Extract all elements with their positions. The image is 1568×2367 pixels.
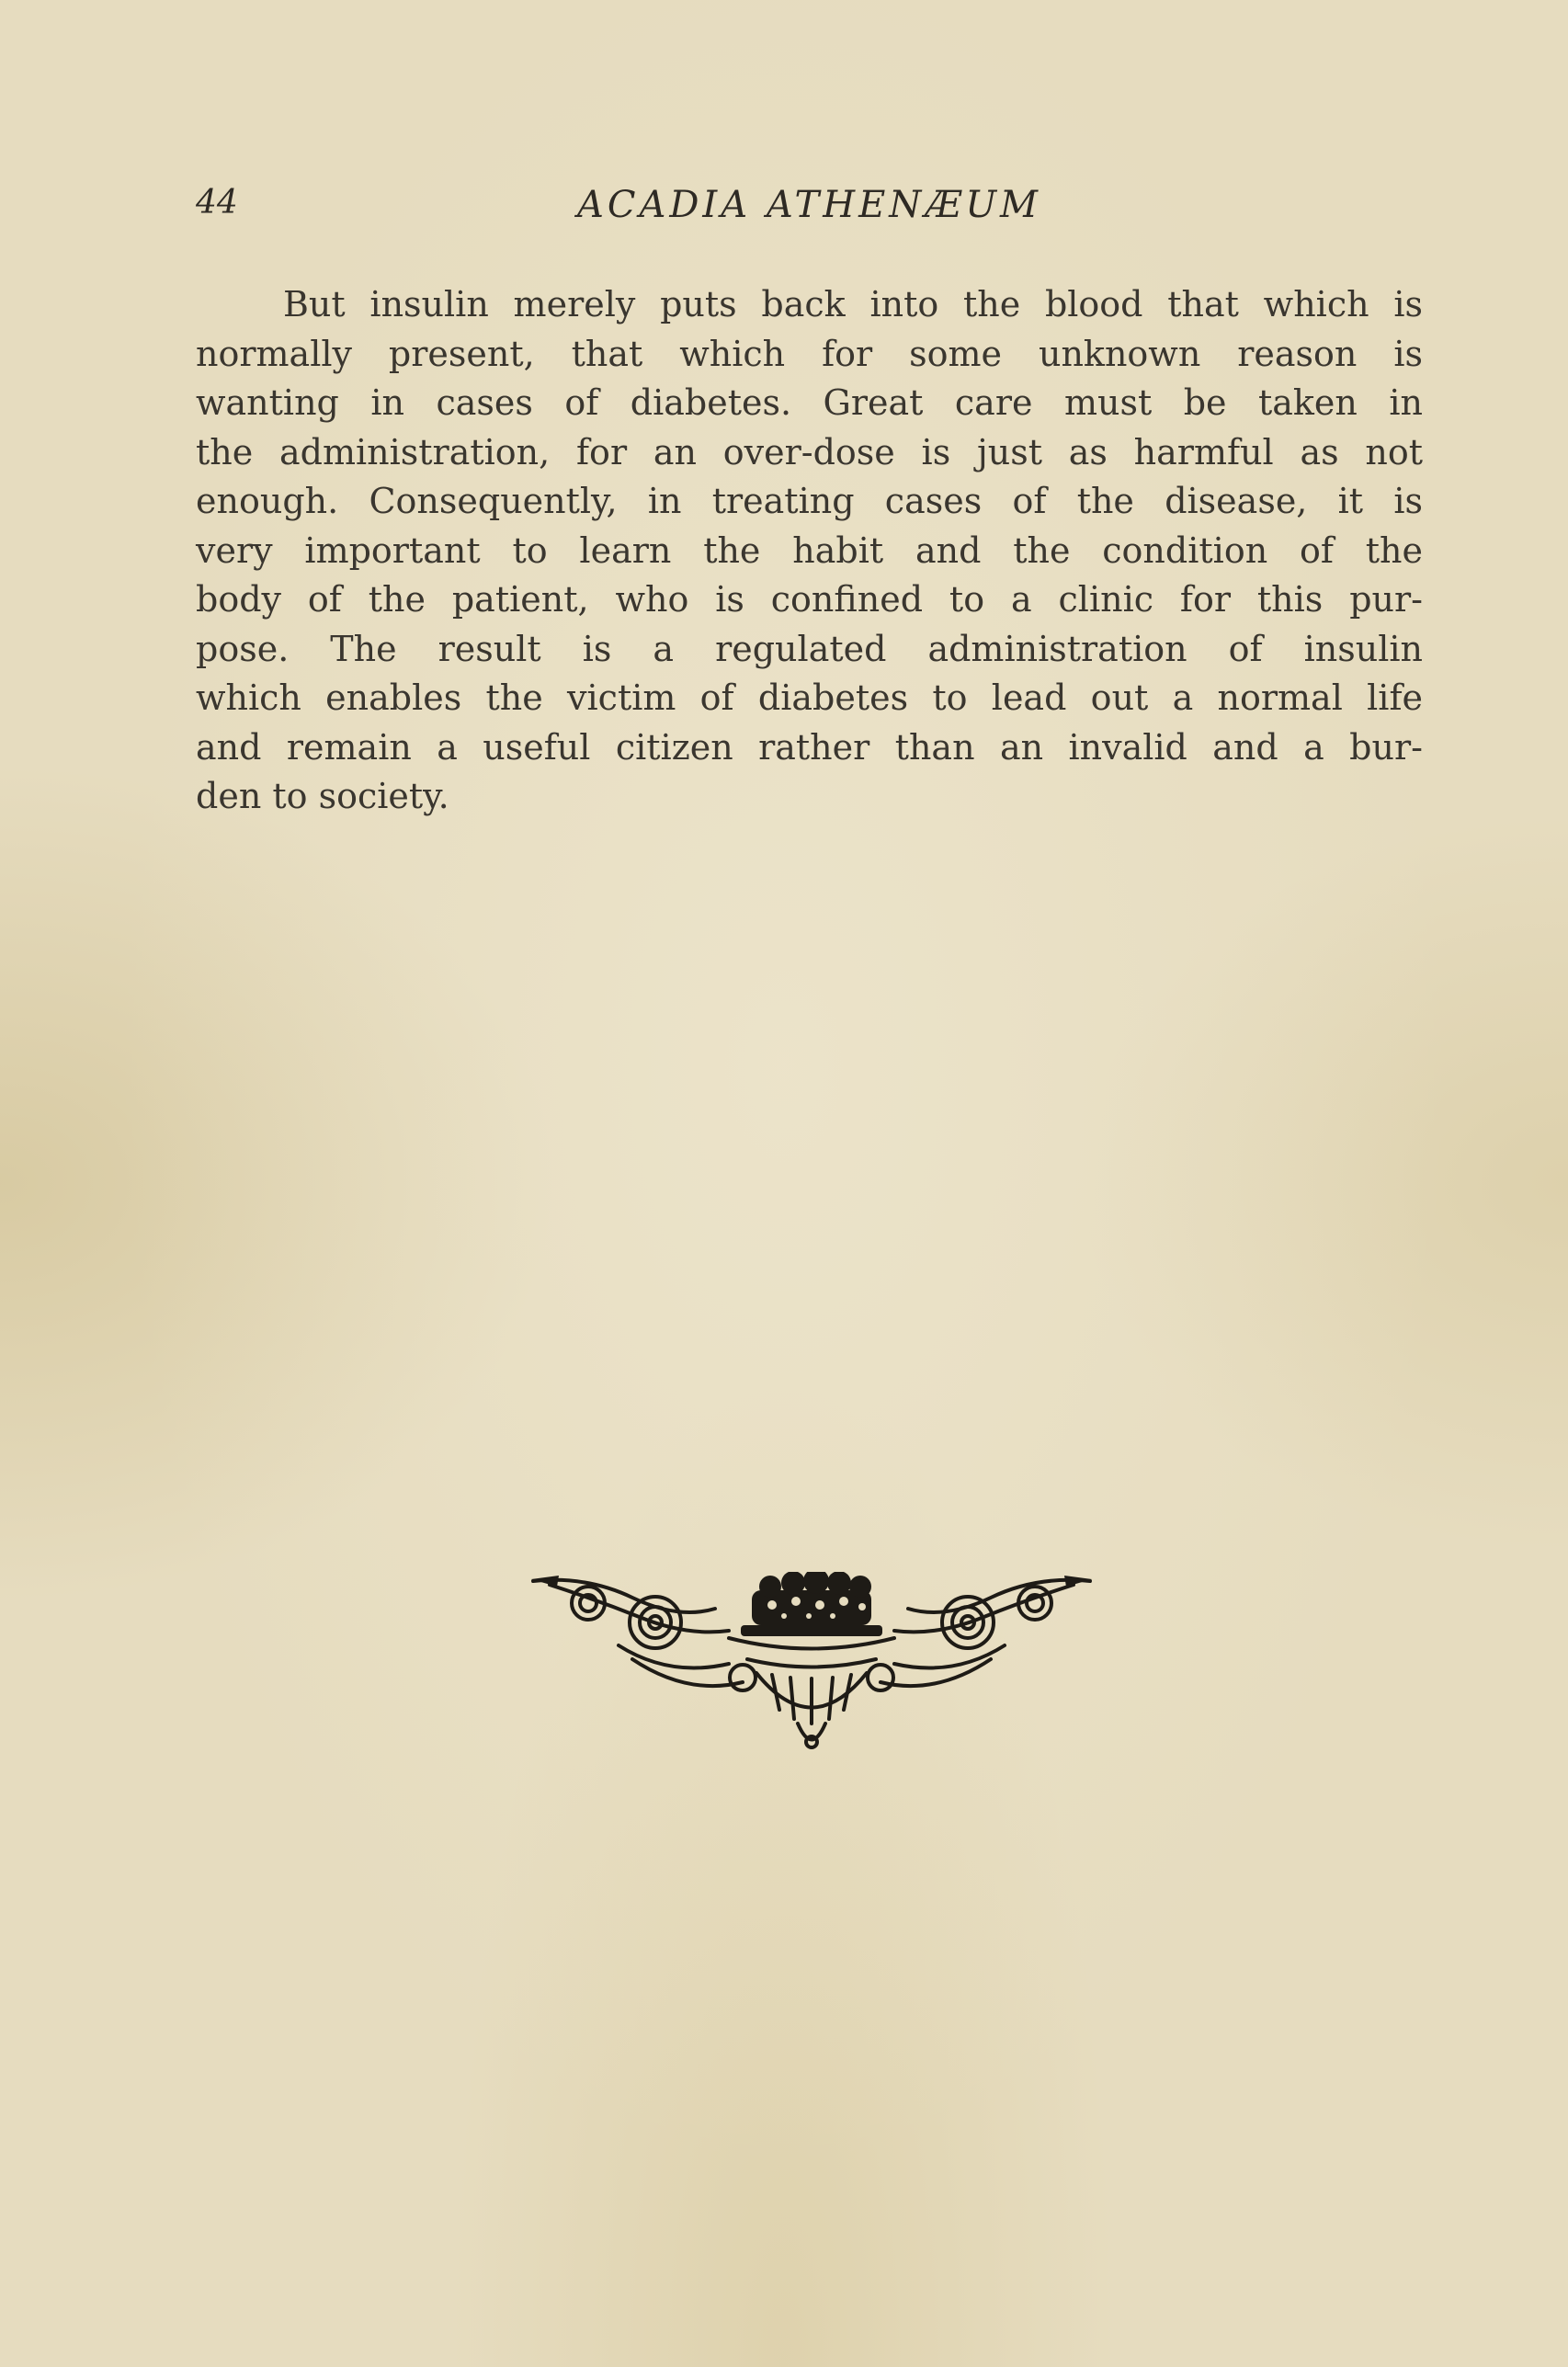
journal-title: ACADIA ATHENÆUM bbox=[576, 184, 1042, 226]
running-head bbox=[196, 184, 1423, 239]
paragraph-line: body of the patient, who is confined to a clinic for this pur- bbox=[196, 579, 1423, 620]
basket-scroll-tailpiece-icon bbox=[531, 1572, 1092, 1756]
paragraph-line: den to society. bbox=[196, 776, 449, 816]
paragraph-line: normally present, that which for some unknown reason is bbox=[196, 333, 1423, 374]
paragraph-line: But insulin merely puts back into the blood that which is bbox=[283, 284, 1423, 324]
paragraph-line: the administration, for an over-dose is just as harmful as not bbox=[196, 431, 1423, 472]
paragraph-line: enough. Consequently, in treating cases of the disease, it is bbox=[196, 481, 1423, 521]
paragraph-line: which enables the victim of diabetes to lead out a normal life bbox=[196, 677, 1423, 718]
paragraph-line: and remain a useful citizen rather than an invalid and a bur- bbox=[196, 726, 1423, 768]
paragraph-line: very important to learn the habit and the condition of the bbox=[196, 529, 1423, 571]
page-number: 44 bbox=[196, 184, 238, 222]
paragraph-line: wanting in cases of diabetes. Great care must be taken in bbox=[196, 382, 1423, 423]
article-paragraph bbox=[196, 280, 1423, 822]
paragraph-line: pose. The result is a regulated administration of insulin bbox=[196, 628, 1423, 669]
